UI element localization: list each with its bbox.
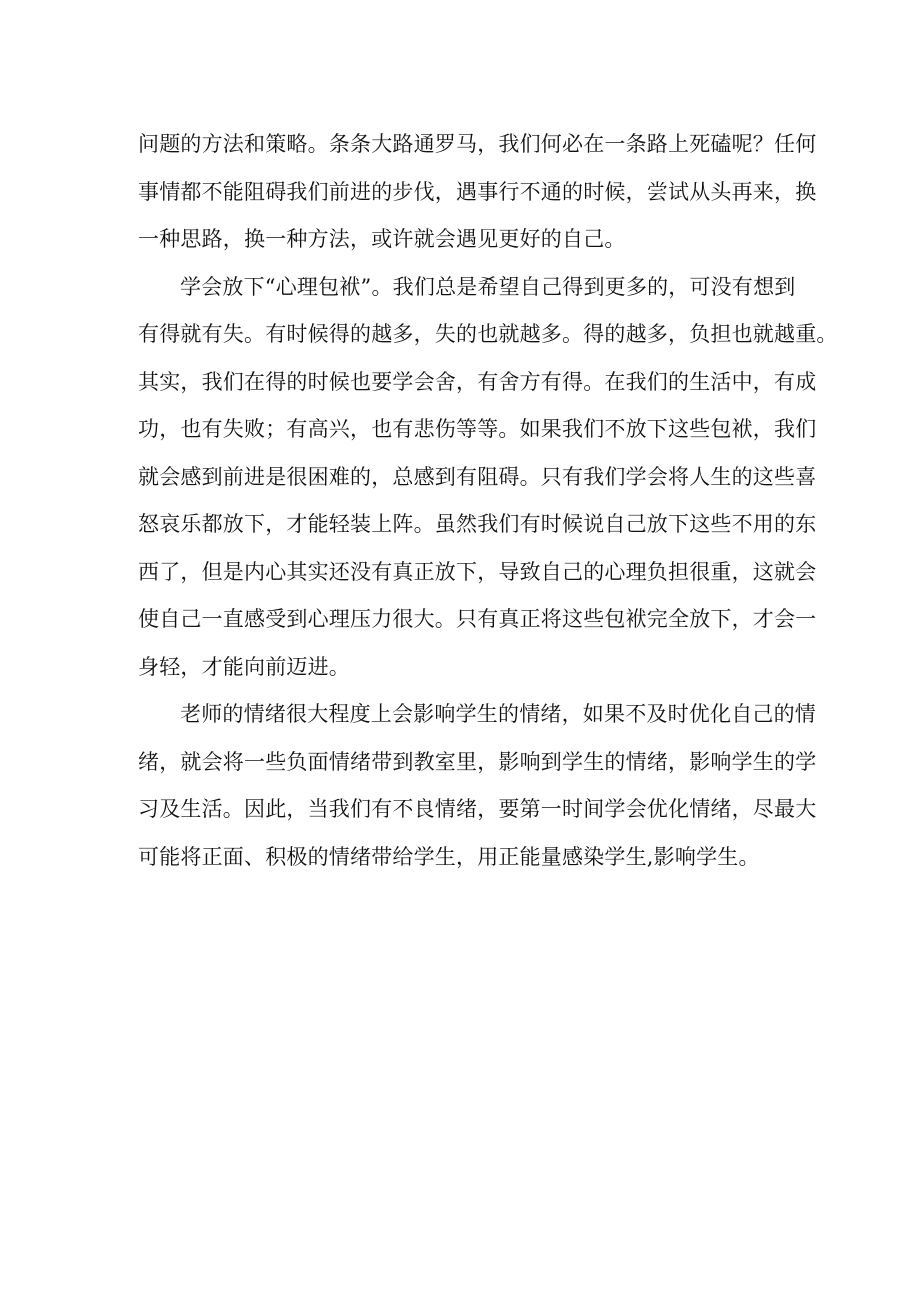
document-body [138,121,838,881]
text-line: 可能将正面、积极的情绪带给学生，用正能量感染学生,影响学生。 [138,844,760,869]
text-line: 有得就有失。有时候得的越多，失的也就越多。得的越多，负担也就越重。 [138,322,838,346]
text-line: 其实，我们在得的时候也要学会舍，有舍方有得。在我们的生活中，有成 [138,369,817,394]
text-line: 功，也有失败；有高兴，也有悲伤等等。如果我们不放下这些包袱，我们 [138,417,817,441]
paragraph-3 [138,691,817,881]
paragraph-1 [138,121,817,264]
text-line: 习及生活。因此，当我们有不良情绪，要第一时间学会优化情绪，尽最大 [138,797,817,821]
paragraph-2 [138,264,838,692]
text-line: 老师的情绪很大程度上会影响学生的情绪，如果不及时优化自己的情 [180,702,816,726]
text-line: 就会感到前进是很困难的，总感到有阻碍。只有我们学会将人生的这些喜 [138,464,817,489]
text-line: 身轻，才能向前迈进。 [138,654,350,679]
text-line: 西了，但是内心其实还没有真正放下，导致自己的心理负担很重，这就会 [138,559,817,584]
text-line: 一种思路，换一种方法，或许就会遇见更好的自己。 [138,227,626,251]
text-line: 怒哀乐都放下，才能轻装上阵。虽然我们有时候说自己放下这些不用的东 [138,512,817,536]
text-line: 问题的方法和策略。条条大路通罗马，我们何必在一条路上死磕呢？任何 [138,132,817,156]
text-line: 事情都不能阻碍我们前进的步伐，遇事行不通的时候，尝试从头再来，换 [138,179,817,204]
text-line: 学会放下“心理包袱”。我们总是希望自己得到更多的，可没有想到 [180,274,796,299]
text-line: 使自己一直感受到心理压力很大。只有真正将这些包袱完全放下，才会一 [138,607,817,631]
text-line: 绪，就会将一些负面情绪带到教室里，影响到学生的情绪，影响学生的学 [138,749,817,774]
